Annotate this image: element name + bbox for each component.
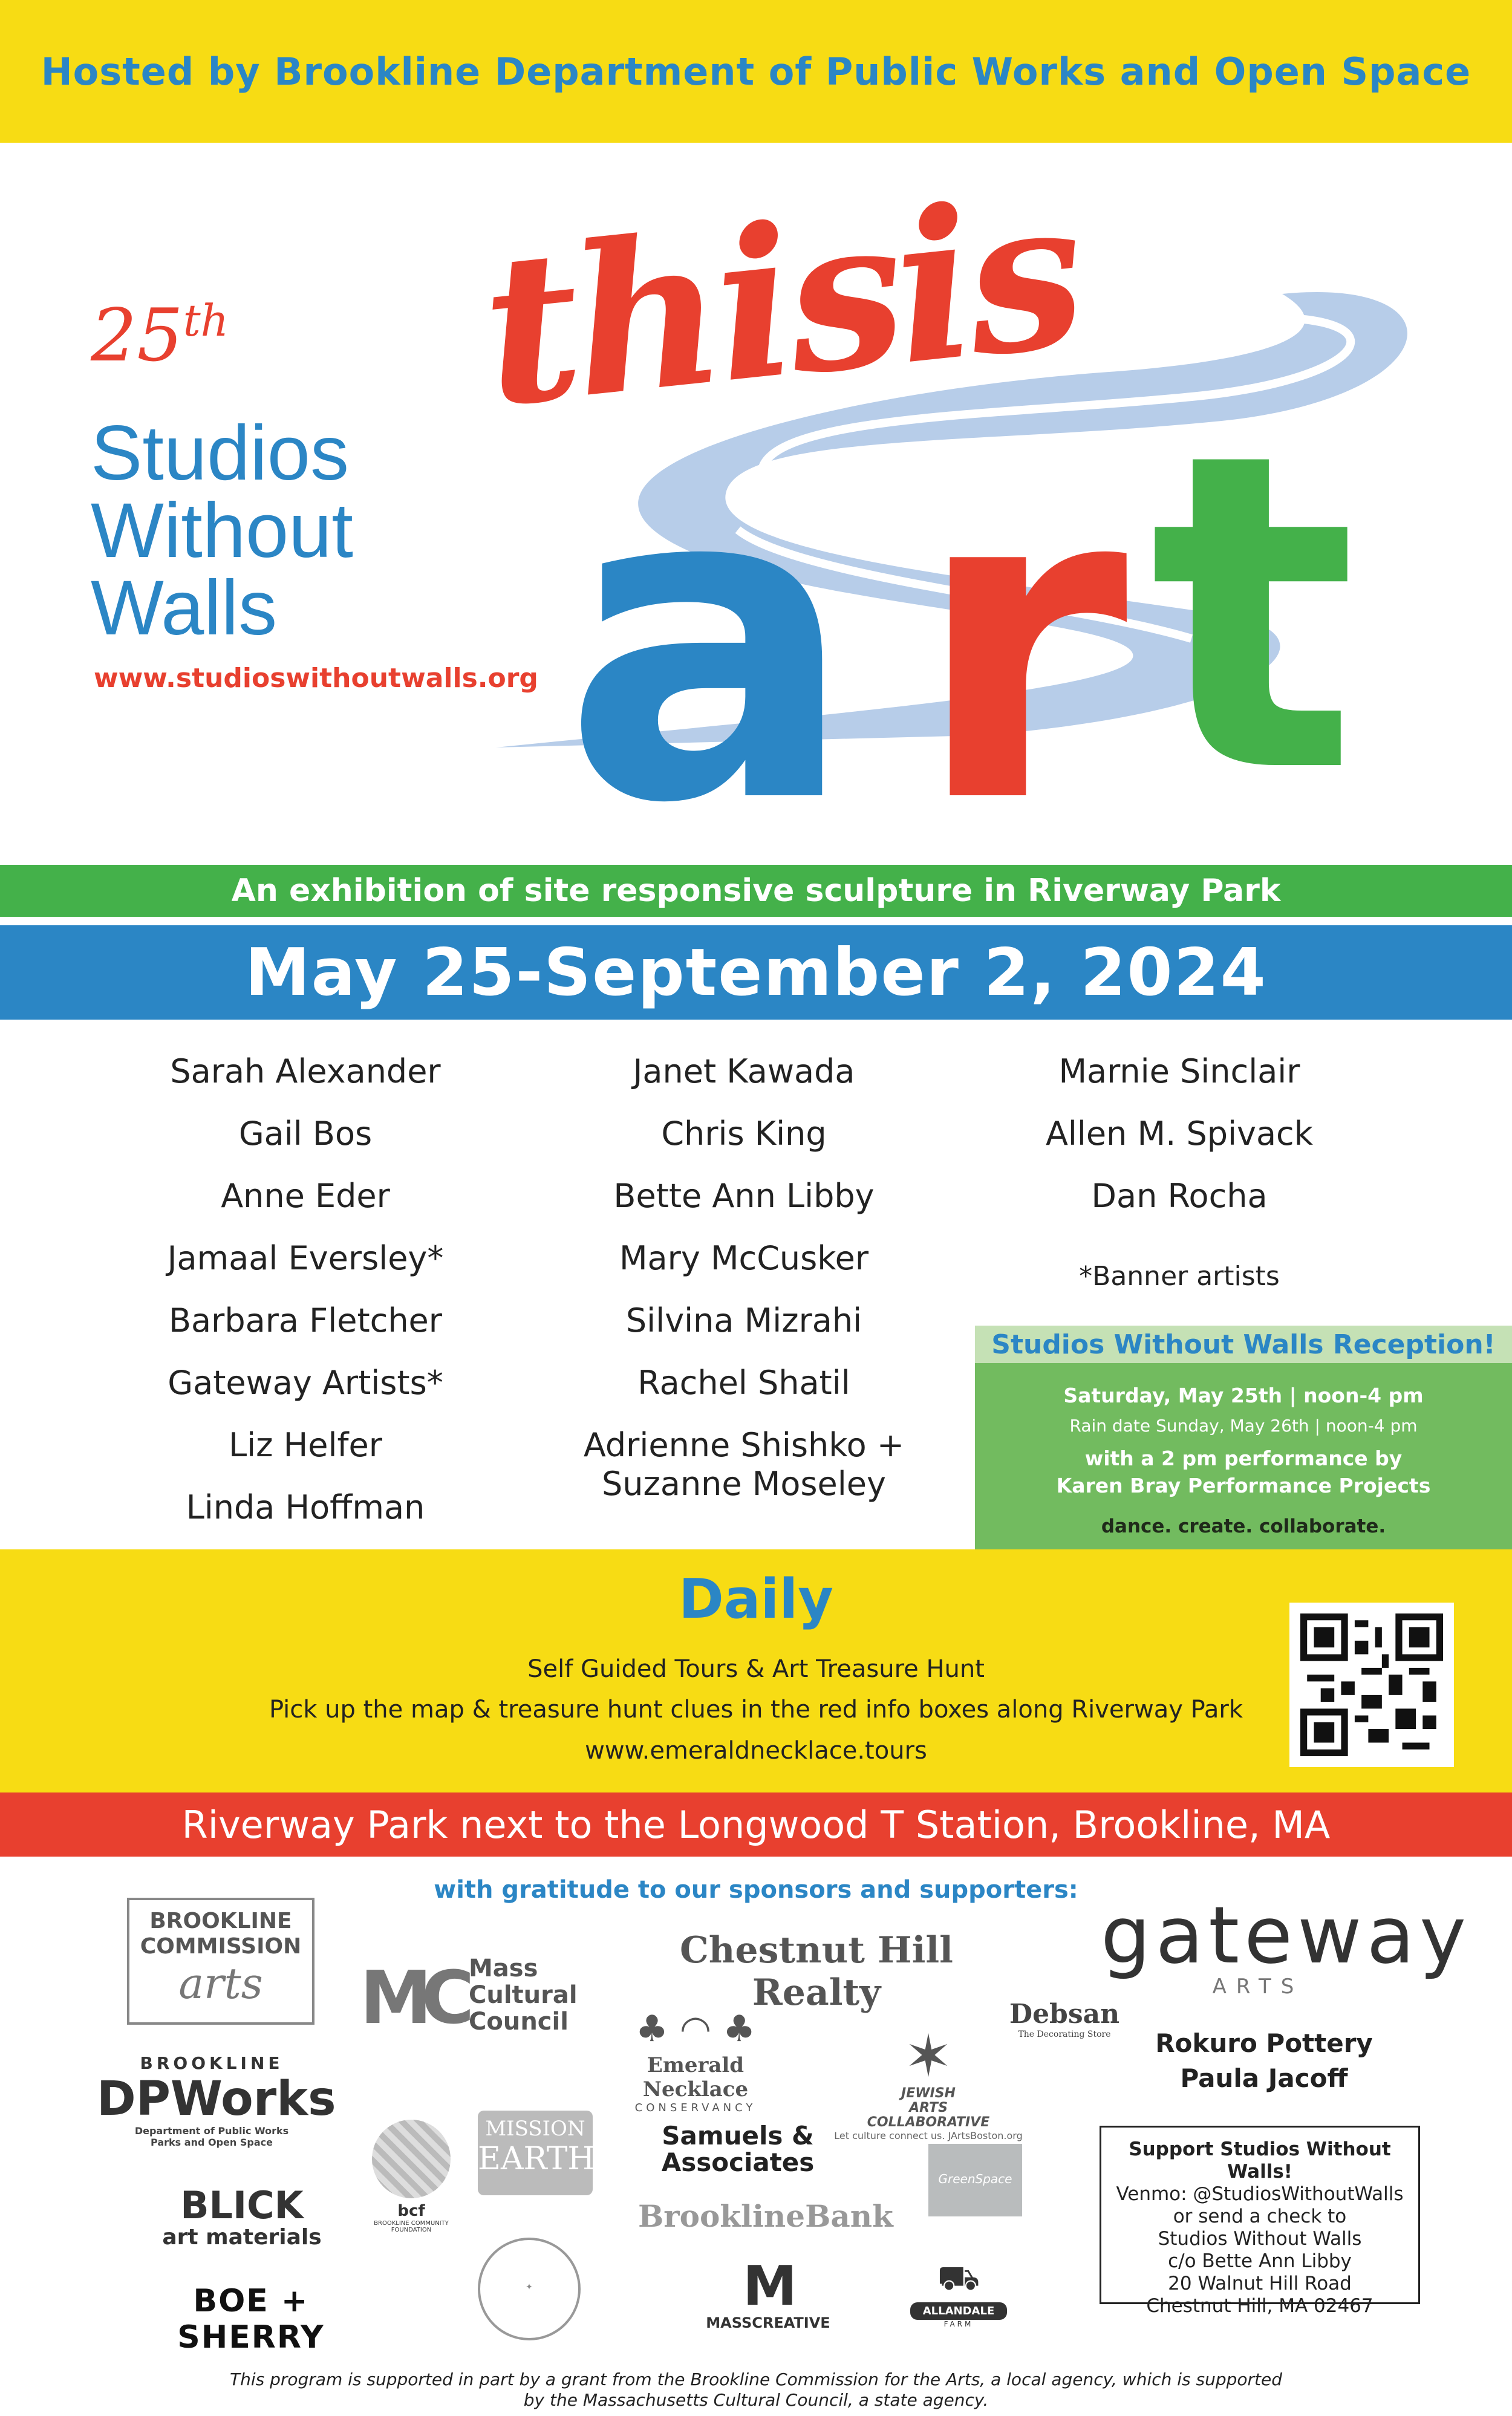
support-box [1100,2126,1420,2317]
artist-name: Gateway Artists* [168,1364,443,1402]
exhibition-subtitle-banner [0,865,1512,917]
star-icon: ✶ [904,2022,953,2090]
reception-box [975,1326,1512,1549]
artist-name: Marnie Sinclair [1058,1052,1300,1090]
debsan-logo: Debsan The Decorating Store [1009,1999,1120,2039]
grant-footnote: This program is supported in part by a grant from the Brookline Commission for the Arts, a local agency, which is supported by the Massachusetts Cultural Council, a state agency. [229,2369,1283,2410]
hosted-by-text: Hosted by Brookline Department of Public Works and Open Space [41,49,1471,94]
artist-name: Allen M. Spivack [1045,1115,1314,1153]
org-name-line2: Without [91,487,353,574]
banner-artists-note: *Banner artists [1079,1261,1280,1292]
daily-pickup-line: Pick up the map & treasure hunt clues in the red info boxes along Riverway Park [269,1696,1243,1724]
artist-name: Anne Eder [221,1177,390,1215]
hosted-by-banner [0,0,1512,143]
blick-art-materials-logo: BLICK art materials [162,2183,322,2250]
samuels-associates-logo: Samuels & Associates [661,2121,815,2177]
sponsors-title: with gratitude to our sponsors and supporters: [434,1876,1078,1904]
qr-code-icon [1300,1613,1443,1756]
mass-cultural-council-logo: MC Mass Cultural Council [360,1955,578,2040]
artist-name: Bette Ann Libby [613,1177,875,1215]
daily-section [0,1549,1512,1792]
reception-tagline: dance. create. collaborate. [1101,1516,1386,1537]
dates-banner [0,925,1512,1020]
artist-column-1 [76,1040,535,1538]
artist-name: Linda Hoffman [186,1488,425,1526]
reception-performance-line1: with a 2 pm performance by [1084,1447,1403,1470]
artist-name: Barbara Fletcher [169,1301,442,1340]
greenspace-logo: GreenSpace [928,2144,1022,2216]
daily-title: Daily [679,1568,833,1631]
tree-icon: ♣ ◠ ♣ [635,2008,756,2050]
daily-tours-link[interactable]: www.emeraldnecklace.tours [585,1737,927,1765]
masscreative-logo: M MASSCREATIVE [706,2255,830,2331]
artist-name-pair [514,1414,974,1503]
exhibition-dates: May 25-September 2, 2024 [245,934,1267,1011]
artist-name: Dan Rocha [1091,1177,1268,1215]
brookline-community-foundation-logo: bcf BROOKLINE COMMUNITY FOUNDATION [369,2120,454,2241]
location-text: Riverway Park next to the Longwood T Station, Brookline, MA [181,1802,1331,1847]
artist-name: Chris King [661,1115,827,1153]
artist-name: Janet Kawada [633,1052,855,1090]
reception-rain-date: Rain date Sunday, May 26th | noon-4 pm [1069,1416,1418,1436]
boe-sherry-logo: BOE + SHERRY [177,2283,325,2356]
script-word-is: is [882,152,1089,411]
allandale-farm-logo: ⛟ ALLANDALE FARM [910,2259,1007,2337]
support-line: Chestnut Hill, MA 02467 [1146,2295,1374,2317]
support-line: or send a check to [1173,2206,1347,2227]
brookline-seal-logo: ✦ [478,2238,581,2340]
qr-code[interactable] [1289,1603,1454,1767]
support-venmo: Venmo: @StudiosWithoutWalls [1116,2183,1404,2205]
reception-title: Studios Without Walls Reception! [991,1329,1496,1360]
exhibition-subtitle: An exhibition of site responsive sculpture in Riverway Park [231,873,1281,909]
artist-column-3 [950,1040,1409,1227]
gateway-arts-logo: gateway ARTS [1101,1889,1471,1999]
chestnut-hill-realty-logo: Chestnut Hill Realty [680,1929,953,2014]
org-name-line3: Walls [91,565,278,651]
brookline-dpworks-logo: BROOKLINE DPWorks Department of Public Works Parks and Open Space [97,2053,336,2148]
reception-performance-line2: Karen Bray Performance Projects [1056,1474,1431,1497]
hero-section [0,143,1512,865]
brookline-commission-arts-logo: BROOKLINE COMMISSION arts [127,1898,314,2025]
brookline-bank-logo: BrooklineBank [638,2198,893,2234]
artist-column-2 [514,1040,974,1503]
artist-pair-line2: Suzanne Moseley [602,1465,886,1503]
artist-pair-line1: Adrienne Shishko + [583,1426,905,1464]
art-letter-r: r [913,391,1110,865]
daily-tours-line: Self Guided Tours & Art Treasure Hunt [527,1655,985,1683]
mission-earth-logo: MISSION EARTH [478,2111,593,2195]
artist-name: Gail Bos [238,1115,373,1153]
emerald-necklace-logo: ♣ ◠ ♣ Emerald Necklace CONSERVANCY [596,2005,795,2114]
individual-supporters: Rokuro Pottery Paula Jacoff [1155,2028,1373,2093]
artist-name: Mary McCusker [619,1239,869,1277]
jewish-arts-collaborative-logo: ✶ JEWISH ARTS COLLABORATIVE Let culture connect us. JArtsBoston.org [820,2026,1037,2141]
org-name-line1: Studios [91,410,349,497]
support-title: Support Studios Without Walls! [1129,2138,1391,2183]
support-line: c/o Bette Ann Libby [1168,2250,1352,2272]
artist-name: Sarah Alexander [170,1052,441,1090]
artist-name: Liz Helfer [229,1426,382,1464]
reception-header [975,1326,1512,1363]
location-banner [0,1792,1512,1857]
reception-date: Saturday, May 25th | noon-4 pm [1063,1384,1424,1407]
artist-name: Silvina Mizrahi [625,1301,862,1340]
support-line: 20 Walnut Hill Road [1168,2273,1352,2294]
artist-name: Rachel Shatil [637,1364,850,1402]
artist-name: Jamaal Eversley* [167,1239,444,1277]
support-line: Studios Without Walls [1158,2228,1362,2250]
art-letter-t: t [1149,361,1340,865]
tractor-icon: ⛟ [937,2259,980,2298]
art-letter-a: a [562,391,838,865]
script-word-this: this [472,170,910,454]
edition-label: 25th [91,294,229,378]
website-link[interactable]: www.studioswithoutwalls.org [94,663,538,694]
